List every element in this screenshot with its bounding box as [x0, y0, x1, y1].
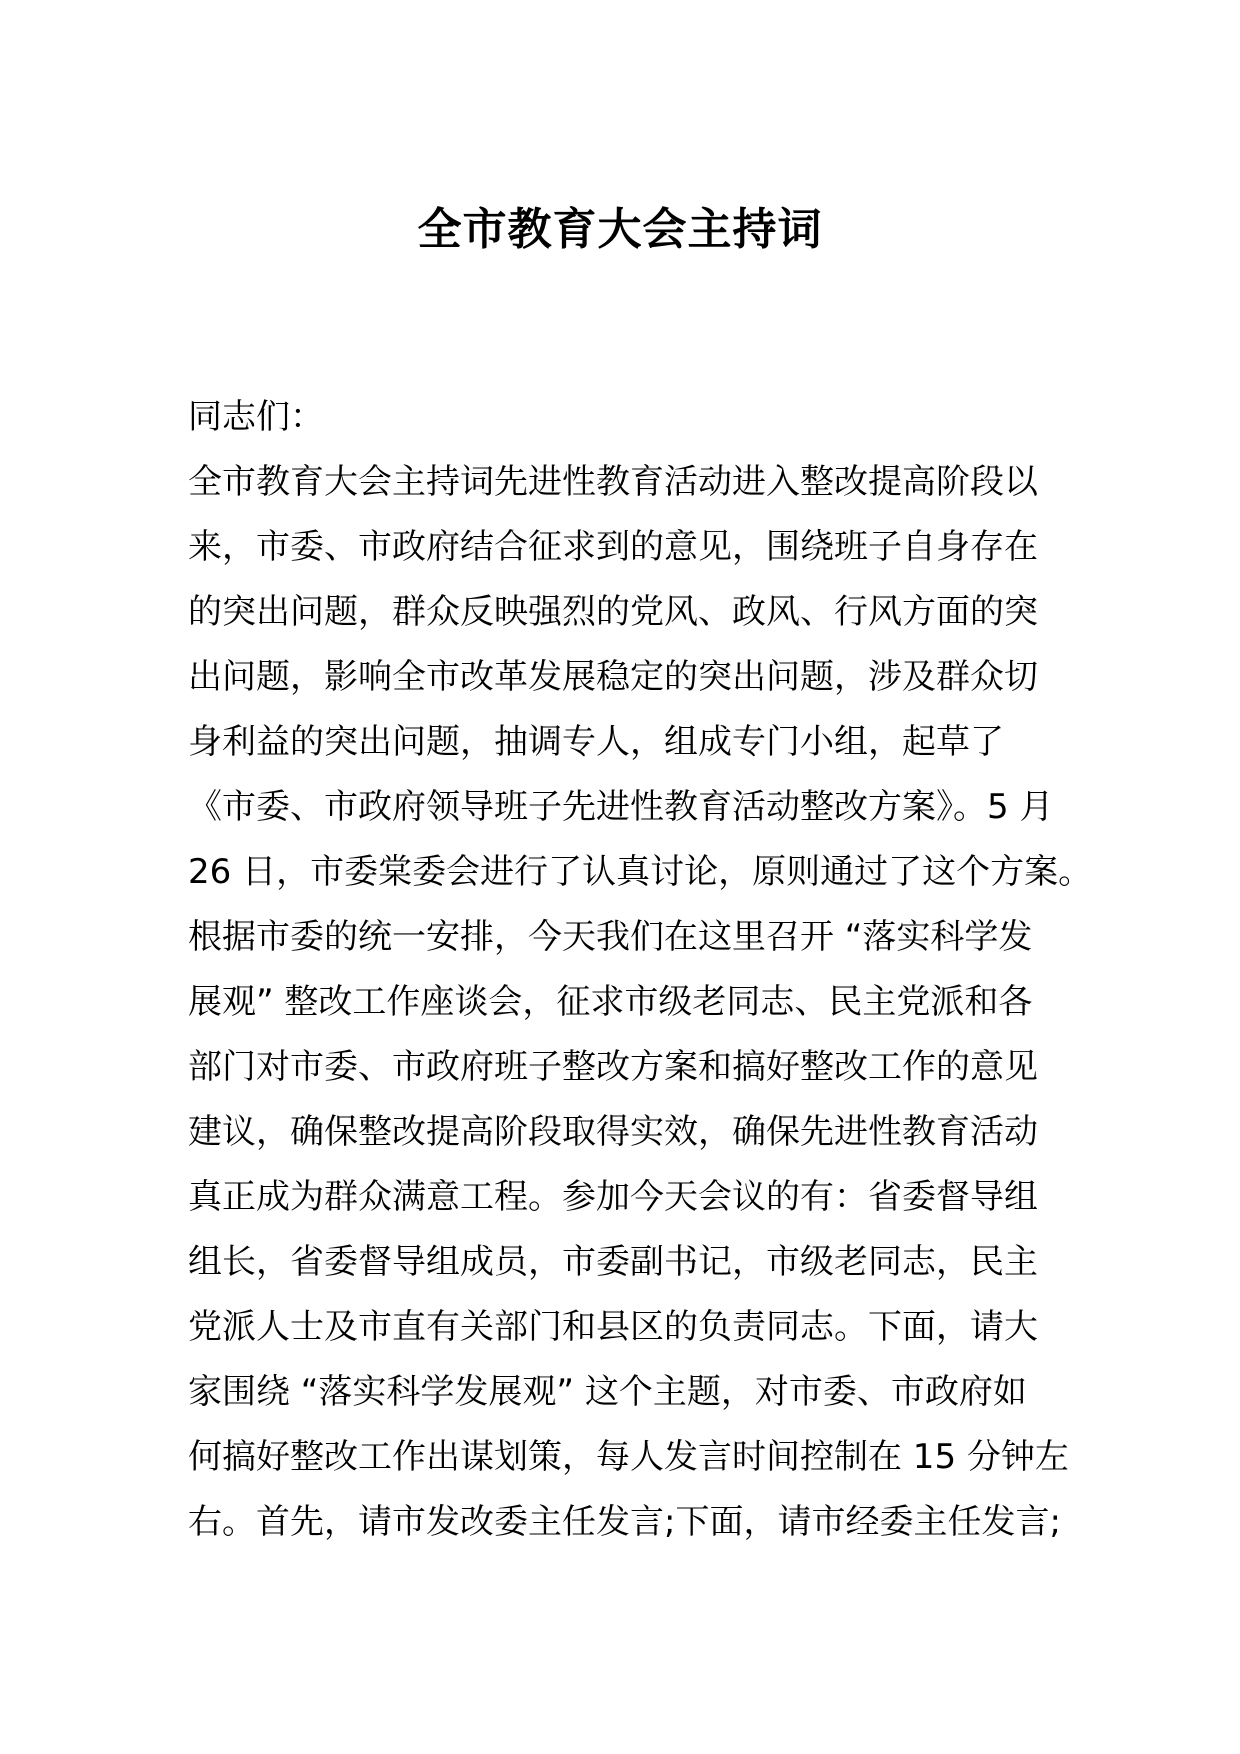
- body-line: 右。首先，请市发改委主任发言;下面，请市经委主任发言;: [188, 1502, 1061, 1542]
- body-line: 的突出问题，群众反映强烈的党风、政风、行风方面的突: [188, 592, 1038, 632]
- document-title: 全市教育大会主持词: [417, 204, 823, 255]
- document-body: [188, 385, 1093, 1555]
- body-line: 出问题，影响全市改革发展稳定的突出问题，涉及群众切: [188, 657, 1038, 697]
- body-line: 26 日，市委棠委会进行了认真讨论，原则通过了这个方案。: [188, 852, 1093, 892]
- body-line: 《市委、市政府领导班子先进性教育活动整改方案》。5 月: [188, 787, 1054, 827]
- body-line: 部门对市委、市政府班子整改方案和搞好整改工作的意见: [188, 1047, 1038, 1087]
- body-line: 家围绕 “落实科学发展观” 这个主题，对市委、市政府如: [188, 1372, 1027, 1412]
- body-line: 全市教育大会主持词先进性教育活动进入整改提高阶段以: [188, 462, 1038, 502]
- body-line: 党派人士及市直有关部门和县区的负责同志。下面，请大: [188, 1307, 1038, 1347]
- body-line: 身利益的突出问题，抽调专人，组成专门小组，起草了: [188, 722, 1004, 762]
- body-line: 同志们：: [188, 397, 324, 437]
- body-line: 建议，确保整改提高阶段取得实效，确保先进性教育活动: [188, 1112, 1038, 1152]
- body-line: 组长，省委督导组成员，市委副书记，市级老同志，民主: [188, 1242, 1038, 1282]
- body-line: 何搞好整改工作出谋划策，每人发言时间控制在 15 分钟左: [188, 1437, 1069, 1477]
- body-line: 展观” 整改工作座谈会，征求市级老同志、民主党派和各: [188, 982, 1033, 1022]
- body-line: 根据市委的统一安排，今天我们在这里召开 “落实科学发: [188, 917, 1033, 957]
- body-line: 来，市委、市政府结合征求到的意见，围绕班子自身存在: [188, 527, 1038, 567]
- body-line: 真正成为群众满意工程。参加今天会议的有：省委督导组: [188, 1177, 1038, 1217]
